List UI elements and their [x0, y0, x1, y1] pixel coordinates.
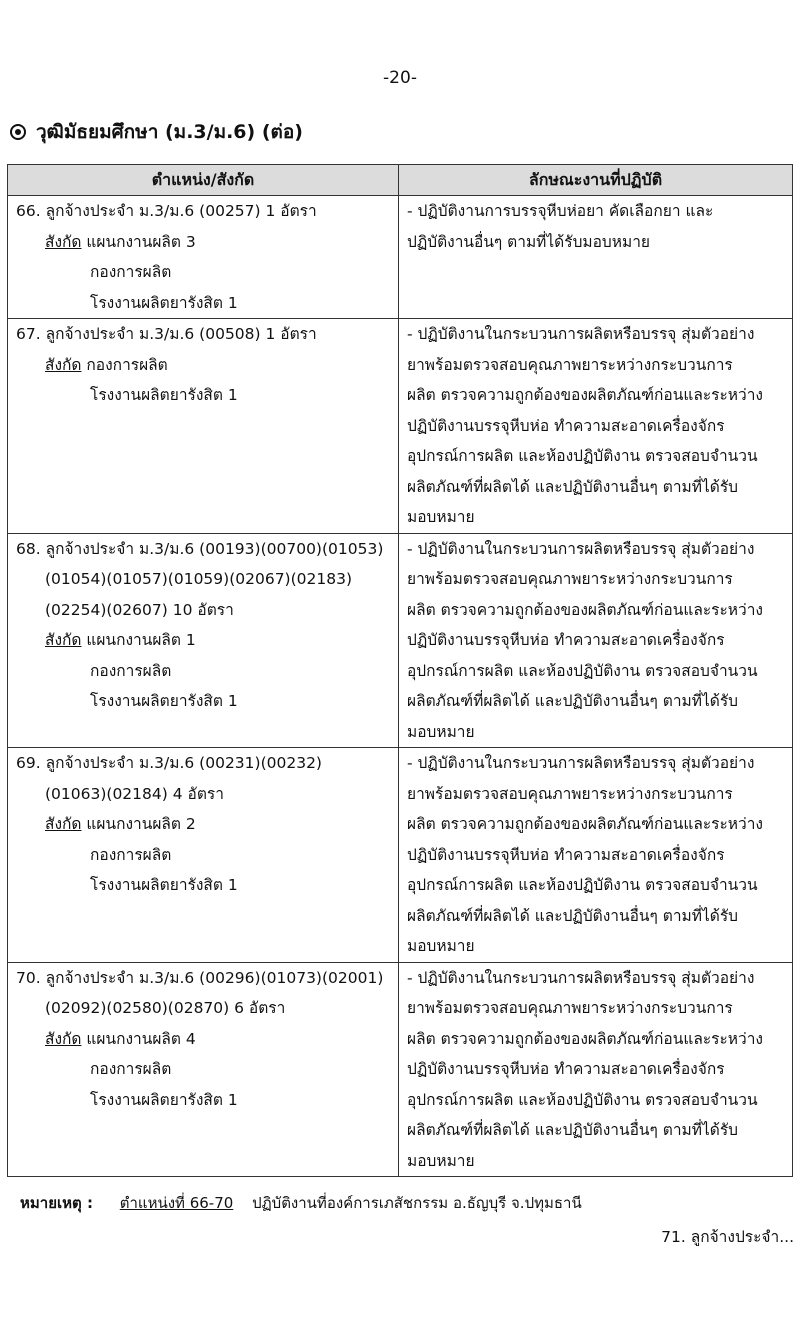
affiliation-line	[8, 809, 398, 840]
continued-marker: 71. ลูกจ้างประจำ...	[661, 1228, 794, 1246]
duty-line: ปฏิบัติงานบรรจุหีบห่อ ทำความสะอาดเครื่องจักร	[407, 416, 725, 435]
duties-cell	[399, 196, 793, 319]
header-duties: ลักษณะงานที่ปฏิบัติ	[399, 165, 793, 196]
table-row	[8, 196, 793, 319]
duty-line: ผลิตภัณฑ์ที่ผลิตได้ และปฏิบัติงานอื่นๆ ตามที่ได้รับ	[407, 1121, 738, 1139]
duty-line: มอบหมาย	[407, 1151, 475, 1170]
affiliation-line	[8, 227, 398, 258]
affiliation-label: สังกัด	[45, 1029, 82, 1048]
duty-line: ปฏิบัติงานบรรจุหีบห่อ ทำความสะอาดเครื่องจักร	[407, 631, 725, 649]
section-title: วุฒิมัธยมศึกษา (ม.3/ม.6) (ต่อ)	[36, 121, 303, 143]
position-line: 66. ลูกจ้างประจำ ม.3/ม.6 (00257) 1 อัตรา	[16, 202, 317, 220]
table-row	[8, 319, 793, 534]
duty-line: ผลิตภัณฑ์ที่ผลิตได้ และปฏิบัติงานอื่นๆ ตามที่ได้รับ	[407, 906, 738, 925]
duty-line: ยาพร้อมตรวจสอบคุณภาพยาระหว่างกระบวนการ	[407, 355, 733, 374]
footnote-label: หมายเหตุ :	[20, 1194, 93, 1212]
affiliation-unit: แผนกงานผลิต 3	[86, 232, 196, 251]
position-cell	[8, 962, 399, 1177]
duties-cell	[399, 748, 793, 963]
affiliation-label: สังกัด	[45, 815, 82, 833]
positions-table	[7, 164, 793, 1177]
position-cell	[8, 319, 399, 534]
duty-line: ปฏิบัติงานบรรจุหีบห่อ ทำความสะอาดเครื่องจักร	[407, 1060, 725, 1078]
position-cell	[8, 196, 399, 319]
duty-line: ผลิตภัณฑ์ที่ผลิตได้ และปฏิบัติงานอื่นๆ ตามที่ได้รับ	[407, 692, 738, 710]
affiliation-unit-line: โรงงานผลิตยารังสิต 1	[90, 386, 238, 404]
affiliation-unit-line: โรงงานผลิตยารังสิต 1	[90, 876, 238, 894]
duties-cell	[399, 962, 793, 1177]
position-line: (02254)(02607) 10 อัตรา	[45, 600, 234, 619]
affiliation-unit-line: กองการผลิต	[90, 661, 172, 680]
duty-line: ปฏิบัติงานอื่นๆ ตามที่ได้รับมอบหมาย	[407, 232, 650, 251]
page-number: -20-	[383, 68, 417, 88]
header-position: ตำแหน่ง/สังกัด	[8, 165, 399, 196]
duty-line: ยาพร้อมตรวจสอบคุณภาพยาระหว่างกระบวนการ	[407, 999, 733, 1017]
affiliation-line	[8, 350, 398, 381]
duty-line: - ปฏิบัติงานในกระบวนการผลิตหรือบรรจุ สุ่มตัวอย่าง	[407, 968, 755, 987]
affiliation-unit: แผนกงานผลิต 2	[86, 815, 196, 833]
table-row	[8, 533, 793, 748]
duty-line: อุปกรณ์การผลิต และห้องปฏิบัติงาน ตรวจสอบจำนวน	[407, 447, 758, 465]
table-row	[8, 962, 793, 1177]
section-heading	[10, 117, 303, 147]
duty-line: ผลิต ตรวจความถูกต้องของผลิตภัณฑ์ก่อนและระหว่าง	[407, 600, 763, 619]
position-line: 70. ลูกจ้างประจำ ม.3/ม.6 (00296)(01073)(02001)	[16, 968, 384, 987]
duty-line: ยาพร้อมตรวจสอบคุณภาพยาระหว่างกระบวนการ	[407, 784, 733, 803]
affiliation-label: สังกัด	[45, 355, 82, 374]
affiliation-unit-line: โรงงานผลิตยารังสิต 1	[90, 692, 238, 710]
duty-line: อุปกรณ์การผลิต และห้องปฏิบัติงาน ตรวจสอบจำนวน	[407, 1090, 758, 1109]
affiliation-unit-line: กองการผลิต	[90, 1060, 172, 1078]
duty-line: - ปฏิบัติงานในกระบวนการผลิตหรือบรรจุ สุ่มตัวอย่าง	[407, 325, 755, 343]
duty-line: ยาพร้อมตรวจสอบคุณภาพยาระหว่างกระบวนการ	[407, 570, 733, 588]
duty-line: อุปกรณ์การผลิต และห้องปฏิบัติงาน ตรวจสอบจำนวน	[407, 876, 758, 894]
circled-dot-icon	[10, 124, 26, 140]
duty-line: มอบหมาย	[407, 722, 475, 741]
footnote	[20, 1190, 582, 1216]
position-cell	[8, 748, 399, 963]
affiliation-line	[8, 625, 398, 656]
affiliation-unit: แผนกงานผลิต 4	[86, 1029, 196, 1048]
duty-line: ผลิตภัณฑ์ที่ผลิตได้ และปฏิบัติงานอื่นๆ ตามที่ได้รับ	[407, 477, 738, 496]
footnote-reference: ตำแหน่งที่ 66-70	[119, 1194, 234, 1212]
position-line: 67. ลูกจ้างประจำ ม.3/ม.6 (00508) 1 อัตรา	[16, 325, 317, 343]
affiliation-unit-line: กองการผลิต	[90, 845, 172, 864]
duty-line: - ปฏิบัติงานในกระบวนการผลิตหรือบรรจุ สุ่มตัวอย่าง	[407, 539, 755, 558]
footnote-text: ปฏิบัติงานที่องค์การเภสัชกรรม อ.ธัญบุรี จ.ปทุมธานี	[252, 1194, 582, 1212]
affiliation-label: สังกัด	[45, 631, 82, 649]
position-line: 69. ลูกจ้างประจำ ม.3/ม.6 (00231)(00232)	[16, 754, 322, 772]
position-line: 68. ลูกจ้างประจำ ม.3/ม.6 (00193)(00700)(01053)	[16, 539, 384, 558]
duty-line: ผลิต ตรวจความถูกต้องของผลิตภัณฑ์ก่อนและระหว่าง	[407, 1029, 763, 1048]
position-line: (01063)(02184) 4 อัตรา	[45, 784, 224, 803]
affiliation-unit-line: กองการผลิต	[90, 263, 172, 281]
duties-cell	[399, 533, 793, 748]
table-row	[8, 748, 793, 963]
duty-line: - ปฏิบัติงานการบรรจุหีบห่อยา คัดเลือกยา และ	[407, 202, 714, 220]
position-line: (01054)(01057)(01059)(02067)(02183)	[45, 570, 353, 588]
affiliation-unit: แผนกงานผลิต 1	[86, 631, 196, 649]
position-cell	[8, 533, 399, 748]
position-line: (02092)(02580)(02870) 6 อัตรา	[45, 999, 286, 1017]
affiliation-unit: กองการผลิต	[86, 355, 168, 374]
duty-line: อุปกรณ์การผลิต และห้องปฏิบัติงาน ตรวจสอบจำนวน	[407, 661, 758, 680]
table-header-row	[8, 165, 793, 196]
duty-line: ผลิต ตรวจความถูกต้องของผลิตภัณฑ์ก่อนและระหว่าง	[407, 386, 763, 404]
affiliation-label: สังกัด	[45, 232, 82, 251]
affiliation-unit-line: โรงงานผลิตยารังสิต 1	[90, 293, 238, 312]
duty-line: ปฏิบัติงานบรรจุหีบห่อ ทำความสะอาดเครื่องจักร	[407, 845, 725, 864]
affiliation-line	[8, 1024, 398, 1055]
table-body	[8, 196, 793, 1177]
duty-line: ผลิต ตรวจความถูกต้องของผลิตภัณฑ์ก่อนและระหว่าง	[407, 815, 763, 833]
duty-line: มอบหมาย	[407, 508, 475, 526]
duties-cell	[399, 319, 793, 534]
affiliation-unit-line: โรงงานผลิตยารังสิต 1	[90, 1090, 238, 1109]
duty-line: - ปฏิบัติงานในกระบวนการผลิตหรือบรรจุ สุ่มตัวอย่าง	[407, 754, 755, 772]
duty-line: มอบหมาย	[407, 937, 475, 955]
